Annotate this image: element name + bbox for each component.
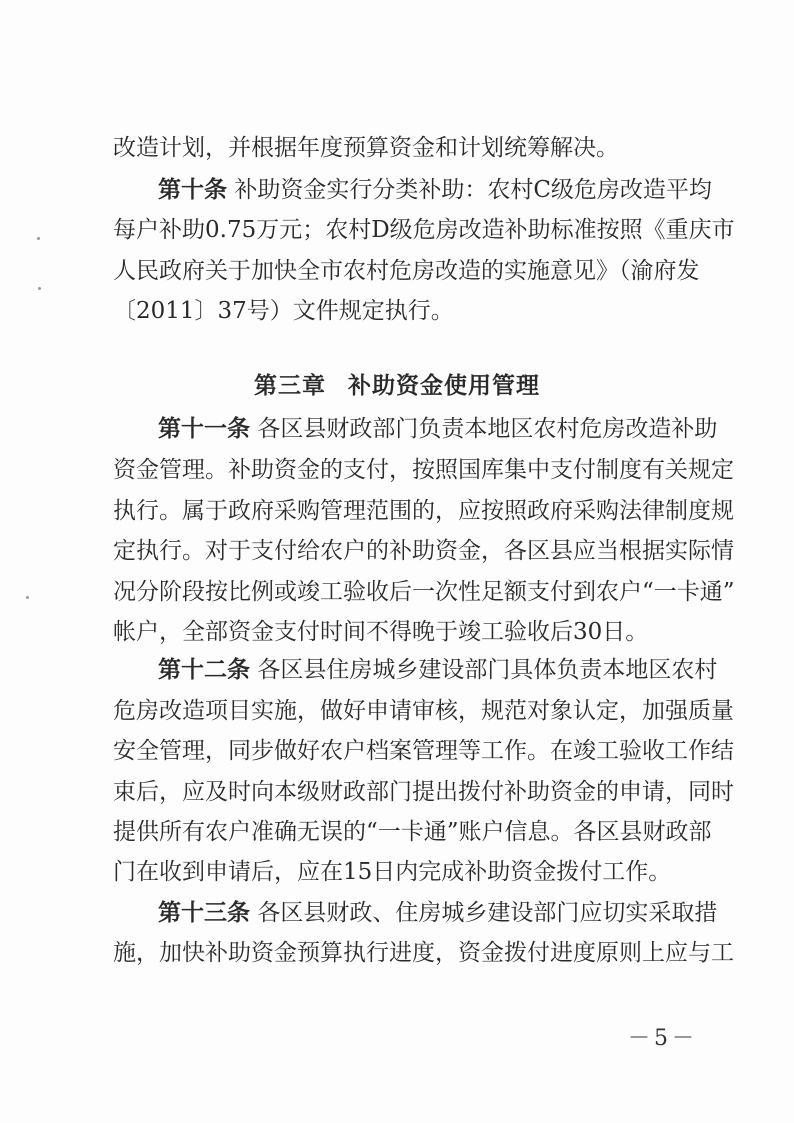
chapter-title: 补助资金使用管理 xyxy=(348,373,540,399)
article-12-line-4: 束后，应及时向本级财政部门提出拨付补助资金的申请，同时 xyxy=(113,779,734,805)
article-11-line-4: 定执行。对于支付给农户的补助资金，各区县应当根据实际情 xyxy=(113,538,734,564)
paragraph-line: 改造计划，并根据年度预算资金和计划统筹解决。 xyxy=(113,135,619,161)
scan-speck xyxy=(37,237,40,240)
article-11-label: 第十一条 xyxy=(158,416,250,442)
article-10-line-2: 每户补助0.75万元；农村D级危房改造补助标准按照《重庆市 xyxy=(113,217,735,243)
article-11-text: 各区县财政部门负责本地区农村危房改造补助 xyxy=(257,416,718,442)
article-12-line-2: 危房改造项目实施，做好申请审核，规范对象认定，加强质量 xyxy=(113,698,734,724)
scan-speck xyxy=(38,287,41,290)
article-11-line-3: 执行。属于政府采购管理范围的，应按照政府采购法律制度规 xyxy=(113,498,734,524)
article-12-label: 第十二条 xyxy=(158,657,250,683)
article-11-line-5: 况分阶段按比例或竣工验收后一次性足额支付到农户“一卡通” xyxy=(113,579,735,605)
article-13-text: 各区县财政、住房城乡建设部门应切实采取措 xyxy=(257,900,718,926)
article-12-text: 各区县住房城乡建设部门具体负责本地区农村 xyxy=(257,657,718,683)
article-12-line-1 xyxy=(158,655,718,685)
page-number: －5－ xyxy=(628,1026,698,1051)
article-10-line-4: 〔2011〕37号）文件规定执行。 xyxy=(113,298,454,324)
article-13-line-1 xyxy=(158,898,718,928)
article-12-line-5: 提供所有农户准确无误的“一卡通”账户信息。各区县财政部 xyxy=(113,819,712,845)
article-10-label: 第十条 xyxy=(158,177,227,203)
article-13-label: 第十三条 xyxy=(158,900,250,926)
article-11-line-2: 资金管理。补助资金的支付，按照国库集中支付制度有关规定 xyxy=(113,457,734,483)
chapter-heading xyxy=(0,371,794,401)
article-11-line-1 xyxy=(158,414,718,444)
article-10-line-3: 人民政府关于加快全市农村危房改造的实施意见》（渝府发 xyxy=(113,258,700,284)
article-10-line-1 xyxy=(158,175,712,205)
article-12-line-6: 门在收到申请后，应在15日内完成补助资金拨付工作。 xyxy=(113,859,672,885)
article-13-line-2: 施，加快补助资金预算执行进度，资金拨付进度原则上应与工 xyxy=(113,940,734,966)
article-10-text: 补助资金实行分类补助：农村C级危房改造平均 xyxy=(234,177,712,203)
article-11-line-6: 帐户，全部资金支付时间不得晚于竣工验收后30日。 xyxy=(113,619,649,645)
scan-speck xyxy=(26,596,29,599)
article-12-line-3: 安全管理，同步做好农户档案管理等工作。在竣工验收工作结 xyxy=(113,738,734,764)
chapter-number: 第三章 xyxy=(254,373,326,399)
